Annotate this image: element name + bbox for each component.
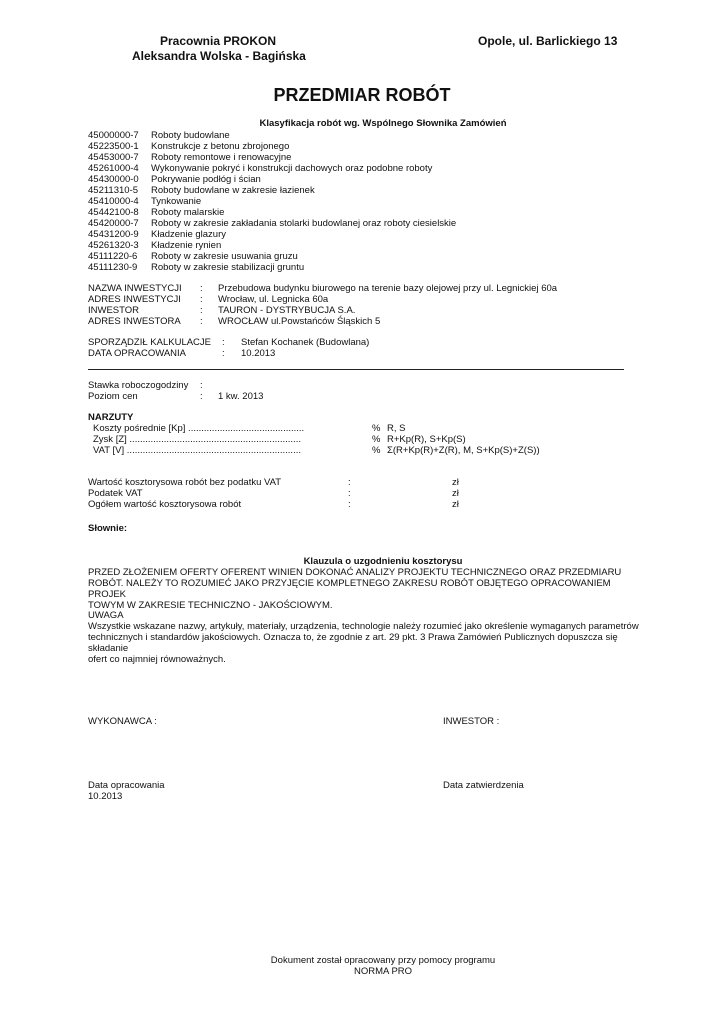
date-approved-label: Data zatwierdzenia (443, 780, 524, 791)
cpv-code: 45261000-4 (88, 163, 139, 174)
classification-row (88, 185, 648, 196)
investment-address: Wrocław, ul. Legnicka 60a (218, 294, 329, 305)
author-name: Aleksandra Wolska - Bagińska (132, 49, 306, 63)
cpv-code: 45453000-7 (88, 152, 139, 163)
investor-address: WROCŁAW ul.Powstańców Śląskich 5 (218, 316, 381, 327)
cpv-name: Roboty malarskie (151, 207, 225, 218)
cpv-code: 45420000-7 (88, 218, 139, 229)
investment-name: Przebudowa budynku biurowego na terenie bazy olejowej przy ul. Legnickiej 60a (218, 283, 558, 294)
cpv-code: 45442100-8 (88, 207, 139, 218)
hourly-rate-row: Stawka roboczogodziny : (88, 380, 203, 391)
classification-row (88, 130, 648, 141)
cost-values (88, 477, 628, 510)
date-prepared-label: Data opracowania (88, 780, 165, 791)
investor-name: TAURON - DYSTRYBUCJA S.A. (218, 305, 356, 316)
date-prepared-value: 10.2013 (88, 791, 123, 802)
note-text: Wszystkie wskazane nazwy, artykuły, materiały, urządzenia, technologie należy rozumieć jako określenie wymaganych parametrów technicznych i standardów jakościowych. Oznacza to, że zgodnie z art. 29 pkt. 3 Prawa Zamówień Publicznych dopuszcza się składanie ofert co najmniej równoważnych. (88, 621, 639, 665)
company-address: Opole, ul. Barlickiego 13 (478, 34, 618, 48)
cpv-name: Roboty w zakresie stabilizacji gruntu (151, 262, 305, 273)
classification-row (88, 240, 648, 251)
cpv-name: Roboty budowlane (151, 130, 230, 141)
cpv-code: 45430000-0 (88, 174, 139, 185)
classification-row (88, 207, 648, 218)
narzut-row: Koszty pośrednie [Kp] ............................................ % R, S (93, 423, 406, 434)
rates-info (88, 380, 388, 402)
classification-row (88, 196, 648, 207)
classification-row (88, 229, 648, 240)
company-name: Pracownia PROKON (160, 34, 277, 48)
cpv-code: 45223500-1 (88, 141, 139, 152)
prepared-by-row: SPORZĄDZIŁ KALKULACJE : Stefan Kochanek (Budowlana) (88, 337, 370, 348)
narzuty-list (93, 423, 633, 456)
classification-row (88, 218, 648, 229)
narzuty-heading: NARZUTY (88, 412, 134, 423)
investor-row: INWESTOR : TAURON - DYSTRYBUCJA S.A. (88, 305, 356, 316)
cpv-code: 45261320-3 (88, 240, 139, 251)
classification-row (88, 141, 648, 152)
total-value-row: Ogółem wartość kosztorysowa robót : zł (88, 499, 459, 510)
narzut-row: Zysk [Z] ................................................................. % R+Kp(R), S+Kp(S) (93, 434, 466, 445)
price-level: 1 kw. 2013 (218, 391, 264, 402)
prepared-by: Stefan Kochanek (Budowlana) (241, 337, 370, 348)
investment-info (88, 283, 648, 327)
note-heading: UWAGA (88, 610, 124, 621)
cpv-code: 45211310-5 (88, 185, 139, 196)
cpv-name: Roboty w zakresie zakładania stolarki budowlanej oraz roboty ciesielskie (151, 218, 457, 229)
cpv-code: 45111230-9 (88, 262, 138, 273)
cpv-name: Konstrukcje z betonu zbrojonego (151, 141, 290, 152)
price-level-row: Poziom cen : 1 kw. 2013 (88, 391, 264, 402)
divider (88, 369, 624, 370)
cpv-code: 45410000-4 (88, 196, 139, 207)
cpv-name: Tynkowanie (151, 196, 202, 207)
investor-address-row: ADRES INWESTORA : WROCŁAW ul.Powstańców Śląskich 5 (88, 316, 381, 327)
cpv-code: 45431200-9 (88, 229, 139, 240)
cpv-name: Roboty w zakresie usuwania gruzu (151, 251, 298, 262)
clause-text: PRZED ZŁOŻENIEM OFERTY OFERENT WINIEN DOKONAĆ ANALIZY PROJEKTU TECHNICZNEGO ORAZ PRZEDMIARU ROBÓT. NALEŻY TO ROZUMIEĆ JAKO PRZYJĘCIE KOMPLETNEGO ZAKRESU ROBÓT OBJĘTEGO OPRACOWANIEM PROJEK TOWYM W ZAKRESIE TECHNICZNO - JAKOŚCIOWYM. (88, 567, 622, 611)
narzut-row: VAT [V] .................................................................. % Σ(R+Kp(R)+Z(R), M, S+Kp(S)+Z(S)) (93, 445, 540, 456)
vat-row: Podatek VAT : zł (88, 488, 459, 499)
prepared-info (88, 337, 648, 359)
classification-list (88, 130, 648, 273)
document-title: PRZEDMIAR ROBÓT (273, 85, 451, 105)
cpv-name: Pokrywanie podłóg i ścian (151, 174, 261, 185)
cpv-code: 45000000-7 (88, 130, 139, 141)
cpv-name: Kładzenie rynien (151, 240, 222, 251)
footer-line2: NORMA PRO (353, 966, 413, 977)
investment-address-row: ADRES INWESTYCJI : Wrocław, ul. Legnicka 60a (88, 294, 329, 305)
contractor-label: WYKONAWCA : (88, 716, 157, 727)
classification-row (88, 163, 648, 174)
cpv-name: Kładzenie glazury (151, 229, 226, 240)
investment-name-row: NAZWA INWESTYCJI : Przebudowa budynku biurowego na terenie bazy olejowej przy ul. Legnickiej 60a (88, 283, 558, 294)
classification-row (88, 152, 648, 163)
cpv-name: Wykonywanie pokryć i konstrukcji dachowych oraz podobne roboty (151, 163, 433, 174)
net-value-row: Wartość kosztorysowa robót bez podatku VAT : zł (88, 477, 459, 488)
clause-heading: Klauzula o uzgodnieniu kosztorysu (303, 556, 463, 567)
footer-line1: Dokument został opracowany przy pomocy programu (270, 955, 496, 966)
cpv-code: 45111220-6 (88, 251, 138, 262)
classification-row (88, 251, 648, 262)
prepared-date: 10.2013 (241, 348, 276, 359)
cpv-name: Roboty remontowe i renowacyjne (151, 152, 292, 163)
cpv-name: Roboty budowlane w zakresie łazienek (151, 185, 315, 196)
slownie-label: Słownie: (88, 523, 128, 534)
classification-heading: Klasyfikacja robót wg. Wspólnego Słownika Zamówień (259, 118, 507, 129)
prepared-date-row: DATA OPRACOWANIA : 10.2013 (88, 348, 276, 359)
classification-row (88, 262, 648, 273)
classification-row (88, 174, 648, 185)
investor-label: INWESTOR : (443, 716, 500, 727)
